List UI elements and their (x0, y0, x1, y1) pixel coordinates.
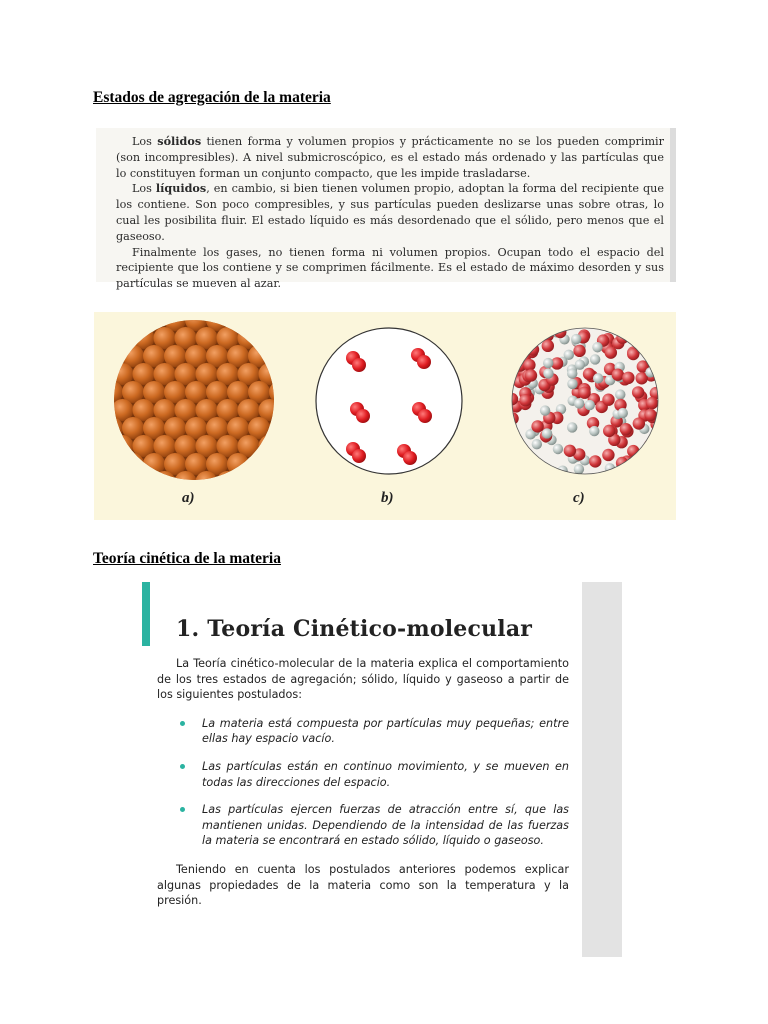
solid-particle (154, 291, 176, 313)
liquid-particle (507, 432, 519, 444)
liquid-particle (620, 423, 632, 435)
solid-particle (227, 309, 249, 331)
liquid-particle (543, 358, 553, 368)
solid-particle (301, 291, 323, 313)
solid-particle (290, 453, 312, 475)
solid-particle (91, 399, 113, 421)
liquid-particle (612, 369, 624, 381)
panel-sidebar (582, 582, 622, 957)
solid-particle (122, 309, 144, 331)
gas-particle (403, 451, 417, 465)
gas-particle (352, 358, 366, 372)
solid-particle (80, 381, 102, 403)
text-run: Finalmente los gases, no tienen forma ni volumen propios. Ocupan todo el espacio del recipiente que los contiene y se comprimen fácilmente. Es el estado de máximo desorden y sus partículas se mueven al azar. (116, 245, 664, 291)
solid-particle (301, 471, 323, 493)
gas-particle (352, 449, 366, 463)
solid-particle (175, 291, 197, 313)
postulate-text: Las partículas ejercen fuerzas de atracción entre sí, que las mantienen unidas. Dependiendo de la intensidad de las fuerzas la materia se encontrará en estado sólido, líquido o gaseoso. (202, 803, 569, 848)
liquid-particle (637, 337, 649, 349)
liquid-particle (602, 394, 614, 406)
label-a: a) (182, 490, 195, 506)
textbook-panel (142, 582, 622, 957)
solid-particle (290, 309, 312, 331)
postulate-item (157, 759, 569, 790)
liquid-particle (567, 368, 577, 378)
liquid-particle (532, 439, 542, 449)
solid-particle (290, 381, 312, 403)
liquid-particle (646, 397, 658, 409)
liquid-particle (616, 332, 628, 344)
solid-particle (280, 327, 302, 349)
solid-particle (217, 471, 239, 493)
liquid-particle (508, 348, 520, 360)
solid-particle (311, 489, 333, 511)
gas-particle (417, 355, 431, 369)
liquid-particle (523, 359, 535, 371)
solid-particle (154, 471, 176, 493)
liquid-particle (519, 394, 531, 406)
bullet-icon (180, 721, 185, 726)
liquid-particle (573, 345, 585, 357)
solid-particle (122, 453, 144, 475)
liquid-particle (553, 444, 563, 454)
solid-particle (269, 309, 291, 331)
liquid-particle (627, 348, 639, 360)
solid-particle (91, 471, 113, 493)
panel-body (157, 656, 569, 909)
bold-term-solids: sólidos (157, 134, 202, 148)
liquid-particle (644, 409, 656, 421)
solid-particle (217, 507, 239, 529)
solid-particle (269, 417, 291, 439)
paragraph-gases (96, 245, 676, 292)
solid-particle (269, 489, 291, 511)
bold-term-liquids: líquidos (155, 181, 207, 196)
solid-particle (322, 327, 344, 349)
liquid-particle (603, 425, 615, 437)
liquid-particle (514, 460, 524, 470)
solid-particle (101, 309, 123, 331)
liquid-particle (574, 464, 584, 474)
intro-paragraph: La Teoría cinético-molecular de la materia explica el comportamiento de los tres estados de agregación; sólido, líquido y gaseoso a partir de los siguientes postulados: (157, 657, 569, 702)
postulates-list (157, 716, 569, 849)
solid-particle (322, 291, 344, 313)
solid-particle (301, 507, 323, 529)
liquid-particle (530, 457, 540, 467)
liquid-particle (526, 325, 536, 335)
solid-particle (259, 507, 281, 529)
solid-particle (112, 291, 134, 313)
liquid-particle (592, 342, 602, 352)
solid-particle (133, 471, 155, 493)
solid-particle (238, 291, 260, 313)
solid-particle (112, 435, 134, 457)
solid-particle (259, 471, 281, 493)
solid-particle (290, 489, 312, 511)
particle-diagrams (94, 312, 676, 520)
liquid-particle (622, 372, 634, 384)
liquid-particle (618, 408, 628, 418)
liquid-particle (575, 359, 585, 369)
liquid-particle (524, 454, 534, 464)
solid-particle (280, 507, 302, 529)
states-figure (94, 312, 676, 520)
gas-particle (418, 409, 432, 423)
label-c: c) (573, 490, 585, 506)
solid-particle (280, 471, 302, 493)
liquid-particle (648, 458, 658, 468)
solid-particle (206, 489, 228, 511)
solid-particle (154, 507, 176, 529)
panel-title: 1. Teoría Cinético-molecular (176, 616, 533, 642)
liquid-particle (635, 460, 647, 472)
solid-particle (91, 363, 113, 385)
liquid-particle (506, 412, 518, 424)
liquid-particle (578, 386, 590, 398)
liquid-particle (543, 368, 553, 378)
liquid-particle (542, 340, 554, 352)
liquid-particle (574, 398, 584, 408)
liquid-particle (632, 386, 644, 398)
solid-particle (269, 453, 291, 475)
solid-particle (133, 291, 155, 313)
solid-particle (280, 435, 302, 457)
liquid-particle (564, 445, 576, 457)
liquid-particle (652, 447, 662, 457)
solid-particle (196, 471, 218, 493)
accent-bar (142, 582, 150, 646)
solid-particle (80, 309, 102, 331)
liquid-particle (615, 389, 625, 399)
solid-particle (91, 507, 113, 529)
liquid-particle (571, 334, 581, 344)
heading-kinetic-theory: Teoría cinética de la materia (93, 550, 281, 567)
bullet-icon (180, 807, 185, 812)
liquid-particle (589, 426, 599, 436)
liquid-particle (648, 439, 658, 449)
solid-particle (80, 417, 102, 439)
solid-particle (91, 291, 113, 313)
solid-particle (259, 291, 281, 313)
solid-particle (290, 417, 312, 439)
solid-particle (280, 291, 302, 313)
solid-particle (280, 399, 302, 421)
solid-state-circle (80, 291, 344, 529)
solid-particle (91, 435, 113, 457)
liquid-particle (633, 417, 645, 429)
scanned-text-block (96, 128, 676, 291)
solid-particle (80, 489, 102, 511)
text-run: tienen forma y volumen propios y prácticamente no se los pueden comprimir (son incompresibles). A nivel submicroscópico, es el estado más ordenado y las partículas que lo constituyen forman un conjunto compacto, que les impide trasladarse. (116, 135, 664, 180)
solid-particle (280, 363, 302, 385)
solid-particle (311, 453, 333, 475)
postulate-text: Las partículas están en continuo movimiento, y se mueven en todas las direcciones del espacio. (202, 759, 569, 789)
solid-particle (91, 327, 113, 349)
liquid-particle (567, 422, 577, 432)
liquid-particle (547, 322, 559, 334)
liquid-particle (518, 325, 530, 337)
solid-particle (322, 507, 344, 529)
liquid-particle (644, 322, 656, 334)
solid-particle (227, 489, 249, 511)
solid-particle (227, 453, 249, 475)
liquid-particle (616, 457, 628, 469)
postulate-text: La materia está compuesta por partículas muy pequeñas; entre ellas hay espacio vacío. (202, 716, 569, 746)
liquid-particle (508, 437, 520, 449)
solid-particle (311, 309, 333, 331)
bullet-icon (180, 764, 185, 769)
scan-edge-shadow (670, 128, 676, 282)
solid-particle (143, 489, 165, 511)
liquid-particle (531, 323, 541, 333)
solid-particle (259, 435, 281, 457)
solid-particle (322, 471, 344, 493)
solid-particle (217, 291, 239, 313)
solid-particle (175, 507, 197, 529)
paragraph-liquids (96, 181, 676, 244)
closing-paragraph: Teniendo en cuenta los postulados anteriores podemos explicar algunas propiedades de la materia como son la temperatura y la presión. (157, 862, 569, 908)
postulate-item (157, 716, 569, 747)
liquid-particle (567, 379, 577, 389)
label-b: b) (381, 490, 394, 506)
liquid-particle (540, 405, 550, 415)
solid-particle (101, 453, 123, 475)
liquid-particle (518, 451, 528, 461)
liquid-particle (507, 466, 517, 476)
solid-particle (80, 453, 102, 475)
postulate-item (157, 802, 569, 849)
liquid-particle (647, 452, 659, 464)
liquid-particle (602, 449, 614, 461)
heading-states-of-matter: Estados de agregación de la materia (93, 89, 331, 106)
solid-particle (112, 471, 134, 493)
solid-particle (112, 507, 134, 529)
gas-particle (356, 409, 370, 423)
solid-particle (80, 345, 102, 367)
solid-particle (301, 327, 323, 349)
liquid-particle (517, 457, 529, 469)
solid-particle (248, 453, 270, 475)
liquid-particle (542, 428, 552, 438)
solid-particle (101, 489, 123, 511)
solid-particle (290, 345, 312, 367)
liquid-particle (531, 420, 543, 432)
liquid-particle (585, 400, 595, 410)
solid-particle (196, 291, 218, 313)
solid-particle (238, 507, 260, 529)
liquid-particle (518, 332, 530, 344)
liquid-particle (589, 455, 601, 467)
solid-particle (196, 507, 218, 529)
solid-particle (112, 327, 134, 349)
solid-particle (301, 435, 323, 457)
solid-particle (248, 309, 270, 331)
solid-particle (259, 327, 281, 349)
solid-particle (101, 345, 123, 367)
solid-particle (133, 507, 155, 529)
paragraph-solids (96, 134, 676, 181)
text-run: , en cambio, si bien tienen volumen propio, adoptan la forma del recipiente que los contiene. Son poco compresibles, y sus partículas pueden deslizarse unas sobre otras, lo cual les posibilita fluir. El estado líquido es más desordenado que el sólido, pero menos que el gaseoso. (116, 182, 664, 243)
solid-particle (238, 471, 260, 493)
liquid-particle (593, 373, 603, 383)
solid-particle (101, 417, 123, 439)
solid-particle (269, 345, 291, 367)
gas-state-circle (316, 328, 462, 474)
liquid-particle (652, 324, 664, 336)
liquid-particle (525, 369, 537, 381)
text-run: Los (132, 182, 156, 196)
solid-particle (248, 489, 270, 511)
text-run: Los (132, 135, 158, 148)
solid-particle (122, 489, 144, 511)
liquid-particle (590, 354, 600, 364)
